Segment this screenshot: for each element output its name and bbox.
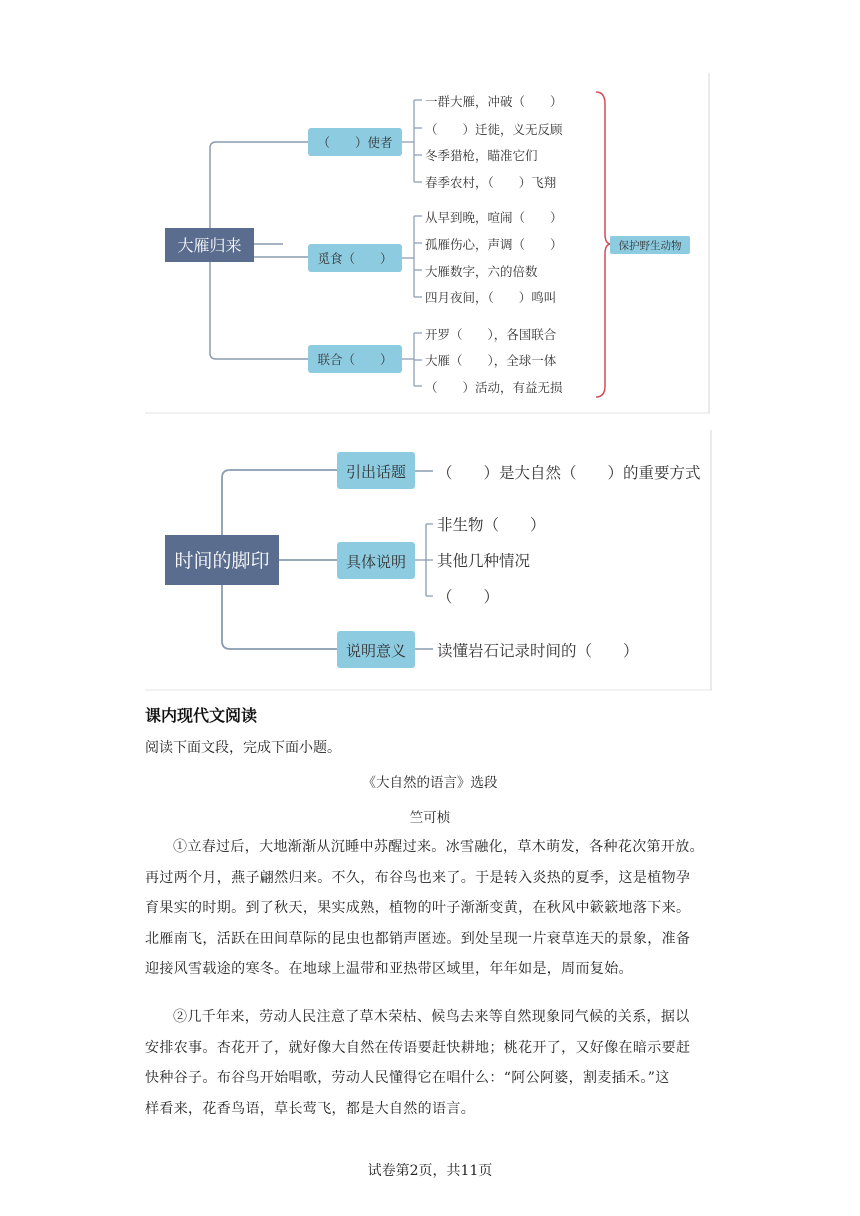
map1-leaf: 开罗（ ），各国联合 xyxy=(425,327,557,342)
instruction-text: 阅读下面文段，完成下面小题。 xyxy=(145,740,341,756)
paragraph-line: 育果实的时期。到了秋天，果实成熟，植物的叶子渐渐变黄，在秋风中簌簌地落下来。 xyxy=(145,900,691,917)
map2-leaf: 非生物（ ） xyxy=(437,516,546,534)
map1-leaf: 一群大雁，冲破（ ） xyxy=(425,94,563,109)
map1-leaf: 大雁数字，六的倍数 xyxy=(425,264,538,279)
passage-title: 《大自然的语言》选段 xyxy=(362,775,498,791)
paragraph-1 xyxy=(145,832,720,985)
map2-leaf: 其他几种情况 xyxy=(437,552,531,570)
paragraph-2 xyxy=(145,1002,720,1124)
map1-leaf: 从早到晚，喧闹（ ） xyxy=(425,210,563,225)
paragraph-line: 北雁南飞，活跃在田间草际的昆虫也都销声匿迹。到处呈现一片衰草连天的景象，准备 xyxy=(145,930,691,947)
map1-branch-label: 觅食（ ） xyxy=(317,251,393,266)
map1-leaf: （ ）迁徙，义无反顾 xyxy=(425,122,563,137)
map1-leaf: 四月夜间，（ ）鸣叫 xyxy=(425,290,557,305)
paragraph-line: 迎接风雪载途的寒冬。在地球上温带和亚热带区域里，年年如是，周而复始。 xyxy=(145,961,633,978)
section-heading: 课内现代文阅读 xyxy=(145,706,258,725)
map2-leaf: （ ） xyxy=(437,588,500,606)
paragraph-line: 安排农事。杏花开了，就好像大自然在传语要赶快耕地；桃花开了，又好像在暗示要赶 xyxy=(145,1039,691,1056)
paragraph-line: 快种谷子。布谷鸟开始唱歌，劳动人民懂得它在唱什么：“阿公阿婆，割麦插禾。”这 xyxy=(145,1070,670,1087)
passage-author: 竺可桢 xyxy=(409,810,451,826)
paragraph-line: 再过两个月，燕子翩然归来。不久，布谷鸟也来了。于是转入炎热的夏季，这是植物孕 xyxy=(145,869,691,886)
paragraph-line: ①立春过后，大地渐渐从沉睡中苏醒过来。冰雪融化，草木萌发，各种花次第开放。 xyxy=(173,839,704,855)
map1-leaf: （ ）活动，有益无损 xyxy=(425,380,563,395)
map2-leaf: （ ）是大自然（ ）的重要方式 xyxy=(437,464,701,482)
map1-leaf: 孤雁伤心，声调（ ） xyxy=(425,237,563,252)
map1-branch-label: 联合（ ） xyxy=(317,352,393,367)
map1-summary-label: 保护野生动物 xyxy=(618,240,682,252)
page-footer: 试卷第2页，共11页 xyxy=(367,1163,493,1179)
paragraph-line: ②几千年来，劳动人民注意了草木荣枯、候鸟去来等自然现象同气候的关系，据以 xyxy=(173,1009,690,1025)
map2-root-label: 时间的脚印 xyxy=(174,550,270,572)
map2-branch-label: 说明意义 xyxy=(345,642,407,660)
paragraph-line: 样看来，花香鸟语，草长莺飞，都是大自然的语言。 xyxy=(145,1100,476,1117)
map2-leaf: 读懂岩石记录时间的（ ） xyxy=(437,642,639,660)
map1-leaf: 春季农村，（ ）飞翔 xyxy=(425,175,557,190)
map2-branch-label: 具体说明 xyxy=(345,553,407,571)
map1-branch-label: （ ）使者 xyxy=(317,135,393,150)
map1-leaf: 大雁（ ），全球一体 xyxy=(425,353,557,368)
map1-leaf: 冬季猎枪，瞄准它们 xyxy=(425,148,538,163)
map1-root-label: 大雁归来 xyxy=(177,236,242,255)
map2-branch-label: 引出话题 xyxy=(345,463,407,481)
